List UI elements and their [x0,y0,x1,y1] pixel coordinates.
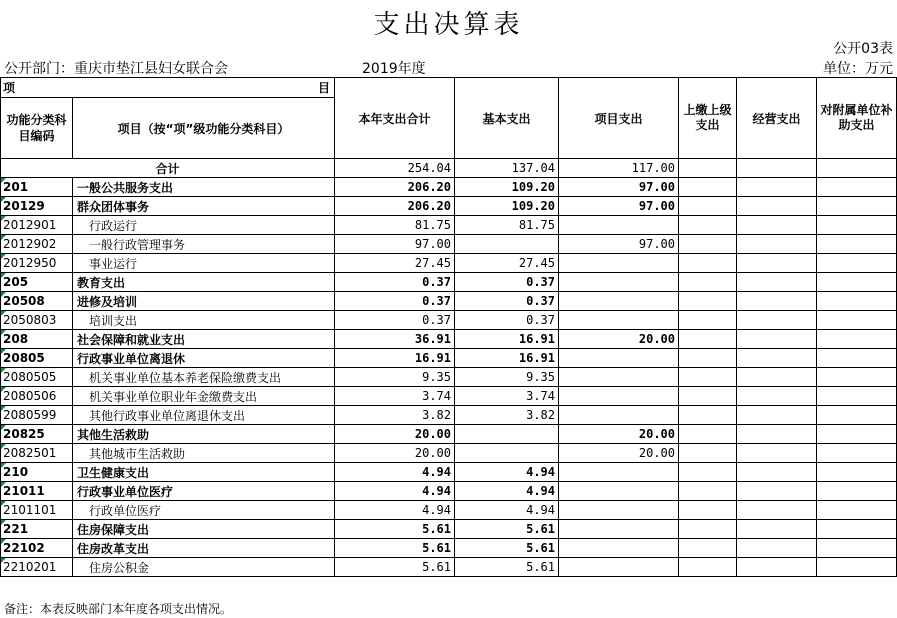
empty-cell [679,482,737,501]
row-basic [455,235,559,254]
empty-cell [737,520,817,539]
row-name: 住房改革支出 [73,539,335,558]
empty-cell [679,254,737,273]
empty-cell [679,501,737,520]
empty-cell [737,311,817,330]
unit-label: 单位：万元 [823,61,893,77]
empty-cell [817,254,897,273]
empty-cell [679,273,737,292]
empty-cell [737,216,817,235]
row-total: 27.45 [335,254,455,273]
row-basic: 0.37 [455,273,559,292]
empty-cell [817,444,897,463]
row-name: 事业运行 [73,254,335,273]
table-row [1,197,897,216]
table-row [1,444,897,463]
row-basic: 27.45 [455,254,559,273]
year-label: 2019年度 [362,61,426,77]
empty-cell [817,311,897,330]
row-code: 20508 [1,292,73,311]
empty-cell [817,368,897,387]
row-total: 0.37 [335,311,455,330]
row-basic: 16.91 [455,349,559,368]
empty-cell [737,235,817,254]
empty-cell [817,292,897,311]
empty-cell [737,501,817,520]
row-name: 其他生活救助 [73,425,335,444]
row-basic: 109.20 [455,197,559,216]
row-total: 20.00 [335,444,455,463]
row-name: 进修及培训 [73,292,335,311]
row-name: 其他城市生活救助 [73,444,335,463]
row-code: 2210201 [1,558,73,577]
header-code: 功能分类科目编码 [1,98,73,159]
empty-cell [817,178,897,197]
empty-cell [817,558,897,577]
empty-cell [679,216,737,235]
empty-cell [679,520,737,539]
empty-cell [737,482,817,501]
empty-cell [817,463,897,482]
header-upper: 上缴上级支出 [679,78,737,159]
row-name: 住房公积金 [73,558,335,577]
row-basic: 4.94 [455,501,559,520]
empty-cell [737,273,817,292]
page-title: 支出决算表 [373,10,524,40]
empty-cell [817,520,897,539]
header-item: 项目（按“项”级功能分类科目） [73,98,335,159]
row-code: 2080506 [1,387,73,406]
row-total: 4.94 [335,463,455,482]
row-code: 208 [1,330,73,349]
header-project: 项目支出 [559,78,679,159]
empty-cell [737,368,817,387]
row-project [559,216,679,235]
row-project [559,311,679,330]
row-name: 机关事业单位职业年金缴费支出 [73,387,335,406]
row-total: 206.20 [335,197,455,216]
row-project [559,406,679,425]
row-code: 21011 [1,482,73,501]
empty-cell [817,387,897,406]
row-name: 教育支出 [73,273,335,292]
row-total: 20.00 [335,425,455,444]
empty-cell [737,387,817,406]
row-code: 2080505 [1,368,73,387]
row-name: 群众团体事务 [73,197,335,216]
row-basic: 9.35 [455,368,559,387]
row-basic [455,425,559,444]
empty-cell [817,216,897,235]
row-basic: 81.75 [455,216,559,235]
row-code: 210 [1,463,73,482]
table-row [1,292,897,311]
table-row [1,368,897,387]
row-project: 97.00 [559,235,679,254]
row-project: 97.00 [559,178,679,197]
total-label: 合计 [1,159,335,178]
empty-cell [737,330,817,349]
table-row [1,463,897,482]
row-project [559,292,679,311]
row-code: 2080599 [1,406,73,425]
empty-cell [817,501,897,520]
row-project [559,463,679,482]
row-project: 20.00 [559,425,679,444]
empty-cell [679,539,737,558]
row-total: 5.61 [335,539,455,558]
row-project [559,349,679,368]
table-row [1,539,897,558]
row-project [559,558,679,577]
row-code: 22102 [1,539,73,558]
empty-cell [737,254,817,273]
row-code: 2012902 [1,235,73,254]
row-basic [455,444,559,463]
row-basic: 5.61 [455,520,559,539]
row-code: 201 [1,178,73,197]
empty-cell [679,558,737,577]
row-project [559,254,679,273]
empty-cell [817,235,897,254]
row-project: 20.00 [559,444,679,463]
row-total: 5.61 [335,558,455,577]
empty-cell [817,273,897,292]
empty-cell [817,406,897,425]
row-project [559,273,679,292]
header-total: 本年支出合计 [335,78,455,159]
table-row [1,520,897,539]
row-code: 2050803 [1,311,73,330]
row-name: 社会保障和就业支出 [73,330,335,349]
empty-cell [817,197,897,216]
row-name: 行政事业单位离退休 [73,349,335,368]
row-total: 0.37 [335,292,455,311]
empty-cell [679,330,737,349]
empty-cell [679,197,737,216]
row-name: 其他行政事业单位离退休支出 [73,406,335,425]
total-project: 117.00 [559,159,679,178]
row-code: 20825 [1,425,73,444]
empty-cell [679,311,737,330]
empty-cell [679,463,737,482]
empty-cell [679,235,737,254]
row-project: 97.00 [559,197,679,216]
row-basic: 4.94 [455,463,559,482]
row-code: 205 [1,273,73,292]
form-number: 公开03表 [833,41,893,57]
row-name: 一般行政管理事务 [73,235,335,254]
row-name: 机关事业单位基本养老保险缴费支出 [73,368,335,387]
row-basic: 3.82 [455,406,559,425]
table-row [1,406,897,425]
row-total: 206.20 [335,178,455,197]
row-total: 4.94 [335,501,455,520]
empty-cell [817,425,897,444]
expenditure-table [0,77,897,577]
empty-cell [679,387,737,406]
empty-cell [679,368,737,387]
row-code: 2012901 [1,216,73,235]
row-name: 行政运行 [73,216,335,235]
header-item-cell [1,78,335,98]
row-basic: 0.37 [455,292,559,311]
header-business: 经营支出 [737,78,817,159]
table-row [1,254,897,273]
row-total: 5.61 [335,520,455,539]
empty-cell [679,349,737,368]
table-row [1,387,897,406]
row-basic: 5.61 [455,539,559,558]
empty-cell [679,178,737,197]
row-total: 4.94 [335,482,455,501]
row-code: 2082501 [1,444,73,463]
total-total: 254.04 [335,159,455,178]
row-basic: 5.61 [455,558,559,577]
empty-cell [817,330,897,349]
empty-cell [737,292,817,311]
row-project [559,368,679,387]
table-row [1,311,897,330]
empty-cell [737,463,817,482]
header-xiang: 项 [3,81,16,95]
empty-cell [737,539,817,558]
total-basic: 137.04 [455,159,559,178]
empty-cell [737,178,817,197]
table-row [1,425,897,444]
row-basic: 4.94 [455,482,559,501]
row-code: 20129 [1,197,73,216]
empty-cell [817,349,897,368]
table-row [1,178,897,197]
row-basic: 109.20 [455,178,559,197]
empty-cell [737,425,817,444]
row-code: 2101101 [1,501,73,520]
row-total: 36.91 [335,330,455,349]
row-total: 9.35 [335,368,455,387]
department-label: 公开部门：重庆市垫江县妇女联合会 [4,61,228,77]
row-basic: 0.37 [455,311,559,330]
table-row [1,273,897,292]
empty-cell [679,425,737,444]
table-row [1,501,897,520]
footnote: 备注：本表反映部门本年度各项支出情况。 [4,602,233,616]
row-name: 行政单位医疗 [73,501,335,520]
row-project [559,539,679,558]
row-project [559,482,679,501]
row-name: 卫生健康支出 [73,463,335,482]
row-name: 一般公共服务支出 [73,178,335,197]
row-total: 3.74 [335,387,455,406]
empty-cell [817,482,897,501]
row-code: 221 [1,520,73,539]
row-total: 81.75 [335,216,455,235]
empty-cell [679,444,737,463]
header-mu: 目 [317,81,330,95]
row-total: 16.91 [335,349,455,368]
row-total: 97.00 [335,235,455,254]
table-row [1,482,897,501]
table-row [1,216,897,235]
table-row [1,558,897,577]
header-basic: 基本支出 [455,78,559,159]
row-code: 2012950 [1,254,73,273]
header-row-1 [1,78,897,98]
row-project [559,501,679,520]
row-name: 住房保障支出 [73,520,335,539]
table-row [1,235,897,254]
row-project [559,387,679,406]
row-basic: 16.91 [455,330,559,349]
empty-cell [737,444,817,463]
row-code: 20805 [1,349,73,368]
header-subsidy: 对附属单位补助支出 [817,78,897,159]
empty-cell [737,197,817,216]
empty-cell [737,558,817,577]
empty-cell [737,406,817,425]
total-row [1,159,897,178]
table-row [1,349,897,368]
table-row [1,330,897,349]
row-name: 行政事业单位医疗 [73,482,335,501]
empty-cell [679,406,737,425]
row-project [559,520,679,539]
empty-cell [679,292,737,311]
empty-cell [817,539,897,558]
row-total: 3.82 [335,406,455,425]
row-name: 培训支出 [73,311,335,330]
row-basic: 3.74 [455,387,559,406]
empty-cell [737,349,817,368]
row-total: 0.37 [335,273,455,292]
row-project: 20.00 [559,330,679,349]
